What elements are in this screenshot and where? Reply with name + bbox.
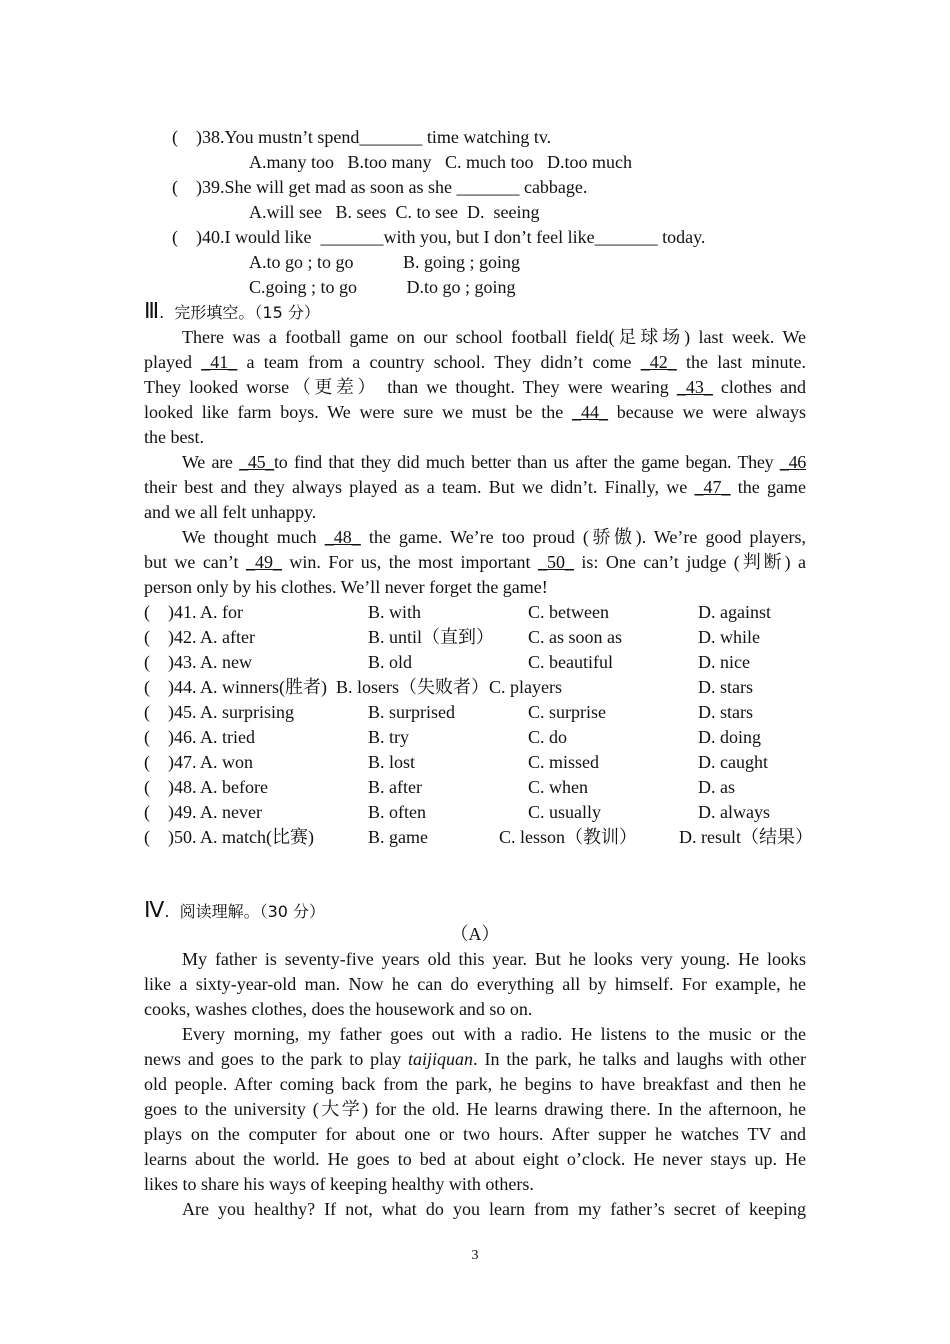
q43-c: C. beautiful [528,652,613,672]
blank-48: _48_ [324,527,361,547]
cloze-p1-line-5: the best. [144,427,204,447]
q45-d: D. stars [698,702,753,722]
question-40-options-2: C.going ; to go D.to go ; going [249,277,516,297]
reading-line-6: old people. After coming back from the park, he begins to have breakfast and then he [144,1074,806,1094]
q44-abc: ( )44. A. winners(胜者) B. losers（失败者）C. players [144,677,562,697]
reading-line-8: plays on the computer for about one or two hours. After supper he watches TV and [144,1124,806,1144]
q46-d: D. doing [698,727,761,747]
reading-line-11: Are you healthy? If not, what do you learn from my father’s secret of keeping [182,1199,806,1219]
q43-a: ( )43. A. new [144,652,252,672]
q48-d: D. as [698,777,735,797]
question-39: ( )39.She will get mad as soon as she _______ cabbage. [172,177,588,197]
section-4-title: . 阅读理解。（30 分） [164,902,326,921]
question-40: ( )40.I would like _______with you, but I don’t feel like_______ today. [172,227,706,247]
q43-b: B. old [368,652,413,672]
q45-c: C. surprise [528,702,606,722]
q42-a: ( )42. A. after [144,627,255,647]
cloze-p1-line-2: played _41_ a team from a country school. They didn’t come _42_ the last minute. [144,352,806,372]
reading-line-9: learns about the world. He goes to bed at about eight o’clock. He never stays up. He [144,1149,806,1169]
page-number: 3 [471,1248,479,1263]
q41-a: ( )41. A. for [144,602,243,622]
q49-a: ( )49. A. never [144,802,262,822]
blank-47: _47_ [694,477,731,497]
section-3-title: . 完形填空。（15 分） [159,303,320,322]
q46-a: ( )46. A. tried [144,727,255,747]
blank-43: _43_ [676,377,713,397]
cloze-p3-line-3: person only by his clothes. We’ll never forget the game! [144,577,548,597]
q41-c: C. between [528,602,609,622]
blank-46: _46 [779,452,806,472]
q42-b: B. until（直到） [368,627,495,647]
q47-a: ( )47. A. won [144,752,253,772]
section-3-numeral: Ⅲ [144,298,160,323]
q50-a: ( )50. A. match(比赛) [144,827,314,847]
q50-b: B. game [368,827,428,847]
q45-b: B. surprised [368,702,455,722]
q42-c: C. as soon as [528,627,622,647]
question-38-options: A.many too B.too many C. much too D.too much [249,152,632,172]
q43-d: D. nice [698,652,750,672]
cloze-p3-line-2: but we can’t _49_ win. For us, the most important _50_ is: One can’t judge (判断) a [144,552,806,572]
blank-50: _50_ [537,552,574,572]
question-39-options: A.will see B. sees C. to see D. seeing [249,202,540,222]
reading-line-4: Every morning, my father goes out with a radio. He listens to the music or the [182,1024,806,1044]
cloze-p1-line-1: There was a football game on our school football field(足球场) last week. We [182,327,806,347]
question-40-options-1: A.to go ; to go B. going ; going [249,252,521,272]
q48-b: B. after [368,777,422,797]
question-38: ( )38.You mustn’t spend_______ time watching tv. [172,127,552,147]
reading-line-1: My father is seventy-five years old this year. But he looks very young. He looks [182,949,806,969]
q46-c: C. do [528,727,568,747]
section-4-numeral: Ⅳ [144,897,165,922]
section-3-heading [144,298,320,326]
cloze-p1-line-4: looked like farm boys. We were sure we must be the _44_ because we were always [144,402,806,422]
q50-c: C. lesson（教训） [499,827,638,847]
cloze-p3-line-1: We thought much _48_ the game. We’re too proud (骄傲). We’re good players, [182,527,807,547]
blank-49: _49_ [245,552,282,572]
q47-c: C. missed [528,752,600,772]
reading-line-10: likes to share his ways of keeping healthy with others. [144,1174,534,1194]
q42-d: D. while [698,627,760,647]
reading-line-5: news and goes to the park to play taijiquan. In the park, he talks and laughs with other [144,1049,806,1069]
reading-line-3: cooks, washes clothes, does the housework and so on. [144,999,533,1019]
blank-44: _44_ [572,402,609,422]
q44-d: D. stars [698,677,753,697]
q41-b: B. with [368,602,422,622]
taijiquan-term: taijiquan [408,1049,474,1069]
q50-d: D. result（结果） [679,827,813,847]
passage-label: （A） [450,924,500,944]
cloze-p2-line-1: We are _45_to find that they did much better than us after the game began. They _46 [182,452,806,472]
q49-c: C. usually [528,802,602,822]
cloze-p2-line-2: their best and they always played as a team. But we didn’t. Finally, we _47_ the game [144,477,806,497]
reading-line-7: goes to the university (大学) for the old. He learns drawing there. In the afternoon, he [144,1099,806,1119]
q41-d: D. against [698,602,771,622]
q47-d: D. caught [698,752,768,772]
blank-41: _41_ [201,352,238,372]
q48-a: ( )48. A. before [144,777,268,797]
reading-line-2: like a sixty-year-old man. Now he can do everything all by himself. For example, he [144,974,806,994]
cloze-p1-line-3: They looked worse（更差） than we thought. They were wearing _43_ clothes and [144,377,807,397]
blank-42: _42_ [640,352,677,372]
q45-a: ( )45. A. surprising [144,702,294,722]
blank-45: _45_ [239,452,275,472]
q48-c: C. when [528,777,588,797]
q49-b: B. often [368,802,426,822]
q46-b: B. try [368,727,410,747]
section-4-heading [144,897,325,925]
q47-b: B. lost [368,752,416,772]
cloze-p2-line-3: and we all felt unhappy. [144,502,317,522]
q49-d: D. always [698,802,770,822]
